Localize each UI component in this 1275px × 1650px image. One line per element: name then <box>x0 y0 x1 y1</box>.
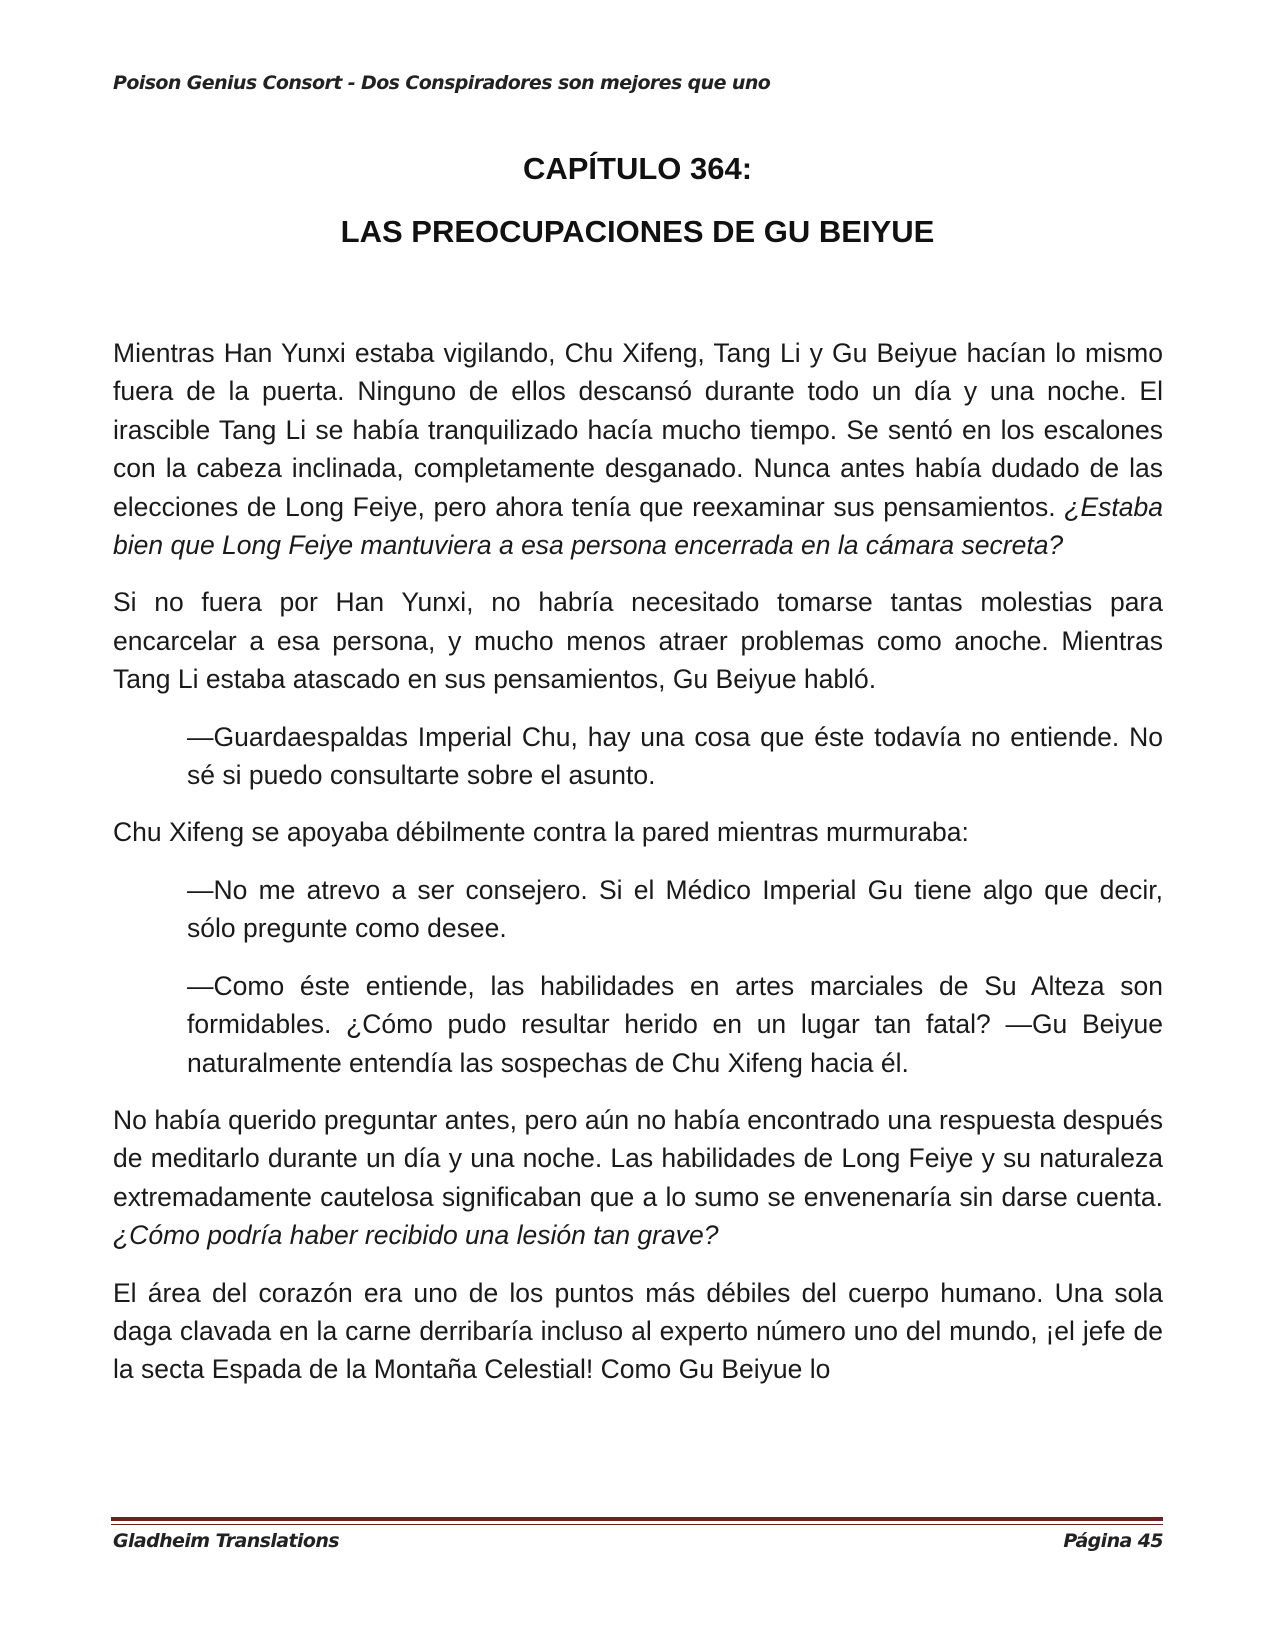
paragraph-text: —No me atrevo a ser consejero. Si el Médico Imperial Gu tiene algo que decir, sólo pregunte como desee. <box>187 874 1163 944</box>
paragraph <box>113 1101 1163 1255</box>
paragraph-text: —Guardaespaldas Imperial Chu, hay una cosa que éste todavía no entiende. No sé si puedo consultarte sobre el asunto. <box>187 721 1163 791</box>
body-text <box>113 334 1163 1408</box>
paragraph-text: Si no fuera por Han Yunxi, no habría necesitado tomarse tantas molestias para encarcelar a esa persona, y mucho menos atraer problemas como anoche. Mientras Tang Li estaba atascado en sus pensamientos, Gu Beiyue habló. <box>113 587 1163 695</box>
chapter-title: LAS PREOCUPACIONES DE GU BEIYUE <box>340 214 935 249</box>
paragraph-text: Chu Xifeng se apoyaba débilmente contra la pared mientras murmuraba: <box>113 817 969 848</box>
paragraph-text: El área del corazón era uno de los puntos más débiles del cuerpo humano. Una sola daga clavada en la carne derribaría incluso al experto número uno del mundo, ¡el jefe de la secta Espada de la Montaña Celestial! Como Gu Beiyue lo <box>113 1277 1163 1385</box>
paragraph-text: Mientras Han Yunxi estaba vigilando, Chu Xifeng, Tang Li y Gu Beiyue hacían lo mismo fuera de la puerta. Ninguno de ellos descansó durante todo un día y una noche. El irascible Tang Li se había tranquilizado hacía mucho tiempo. Se sentó en los escalones con la cabeza inclinada, completamente desganado. Nunca antes había dudado de las elecciones de Long Feiye, pero ahora tenía que reexaminar sus pensamientos. <box>113 338 1163 522</box>
paragraph <box>113 813 1163 851</box>
dialogue-paragraph <box>187 718 1163 795</box>
paragraph-italic: ¿Cómo podría haber recibido una lesión tan grave? <box>113 1220 719 1251</box>
paragraph-italic: ¿Estaba bien que Long Feiye mantuviera a esa persona encerrada en la cámara secreta? <box>113 491 1163 561</box>
paragraph-text: —Como éste entiende, las habilidades en artes marciales de Su Alteza son formidables. ¿Cómo pudo resultar herido en un lugar tan fatal? —Gu Beiyue naturalmente entendía las sospechas de Chu Xifeng hacia él. <box>187 970 1163 1078</box>
footer-rule-thin <box>111 1524 1163 1525</box>
paragraph <box>113 583 1163 698</box>
paragraph <box>113 334 1163 564</box>
footer-rule <box>111 1517 1163 1521</box>
dialogue-paragraph <box>187 871 1163 948</box>
footer-translator: Gladheim Translations <box>113 1530 339 1552</box>
page-number: Página 45 <box>1063 1530 1163 1552</box>
running-header: Poison Genius Consort - Dos Conspiradores son mejores que uno <box>113 72 771 94</box>
dialogue-paragraph <box>187 967 1163 1082</box>
chapter-number: CAPÍTULO 364: <box>522 151 753 186</box>
paragraph <box>113 1274 1163 1389</box>
paragraph-text: No había querido preguntar antes, pero aún no había encontrado una respuesta después de meditarlo durante un día y una noche. Las habilidades de Long Feiye y su naturaleza extremadamente cautelosa significaban que a lo sumo se envenenaría sin darse cuenta. <box>113 1104 1163 1212</box>
